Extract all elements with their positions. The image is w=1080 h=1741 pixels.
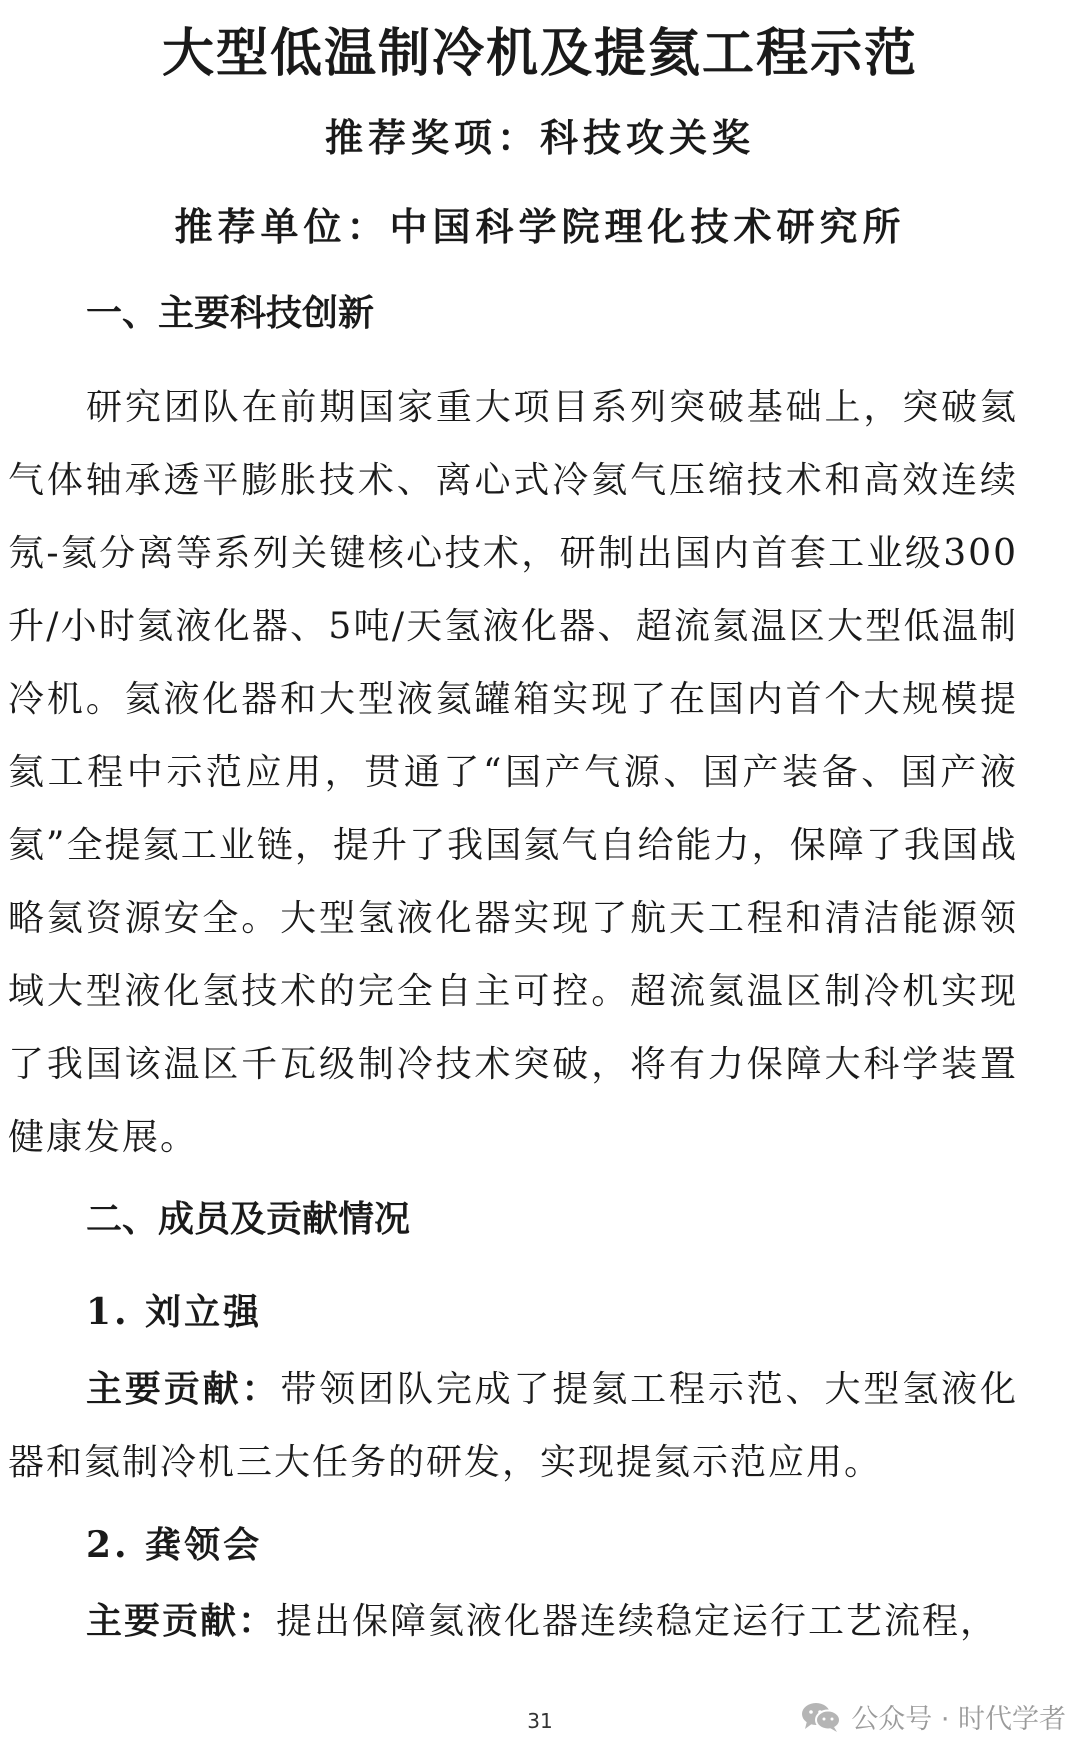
contribution-label: 主要贡献： [86,1600,277,1642]
contribution-text: 提出保障氦液化器连续稳定运行工艺流程， [276,1601,999,1642]
wechat-icon [801,1701,841,1733]
section-heading-innovation: 一、主要科技创新 [86,293,375,334]
member-name: 1. 刘立强 [86,1291,263,1333]
contribution-label: 主要贡献： [86,1368,281,1410]
recommending-unit: 推荐单位：中国科学院理化技术研究所 [174,204,906,249]
member-contribution [8,1353,1018,1499]
member-name: 2. 龚领会 [86,1524,263,1566]
innovation-paragraph: 研究团队在前期国家重大项目系列突破基础上，突破氦气体轴承透平膨胀技术、离心式冷氦气压缩技术和高效连续氖-氦分离等系列关键核心技术，研制出国内首套工业级300升/小时氦液化器、5吨/天氢液化器、超流氦温区大型低温制冷机。氦液化器和大型液氦罐箱实现了在国内首个大规模提氦工程中示范应用，贯通了“国产气源、国产装备、国产液氦”全提氦工业链，提升了我国氦气自给能力，保障了我国战略氦资源安全。大型氢液化器实现了航天工程和清洁能源领域大型液化氢技术的完全自主可控。超流氦温区制冷机实现了我国该温区千瓦级制冷技术突破，将有力保障大科学装置健康发展。 [8,387,1018,1158]
document-title: 大型低温制冷机及提氦工程示范 [161,24,918,84]
recommended-award: 推荐奖项：科技攻关奖 [324,115,755,160]
watermark-text: 公众号 · 时代学者 [851,1704,1066,1735]
section-heading-members: 二、成员及贡献情况 [86,1199,411,1240]
contribution-text: 带领团队完成了提氦工程示范、大型氢液化器和氦制冷机三大任务的研发，实现提氦示范应用。 [8,1369,1018,1483]
page-number: 31 [527,1709,553,1733]
member-contribution [8,1585,1018,1658]
watermark [801,1697,1066,1736]
